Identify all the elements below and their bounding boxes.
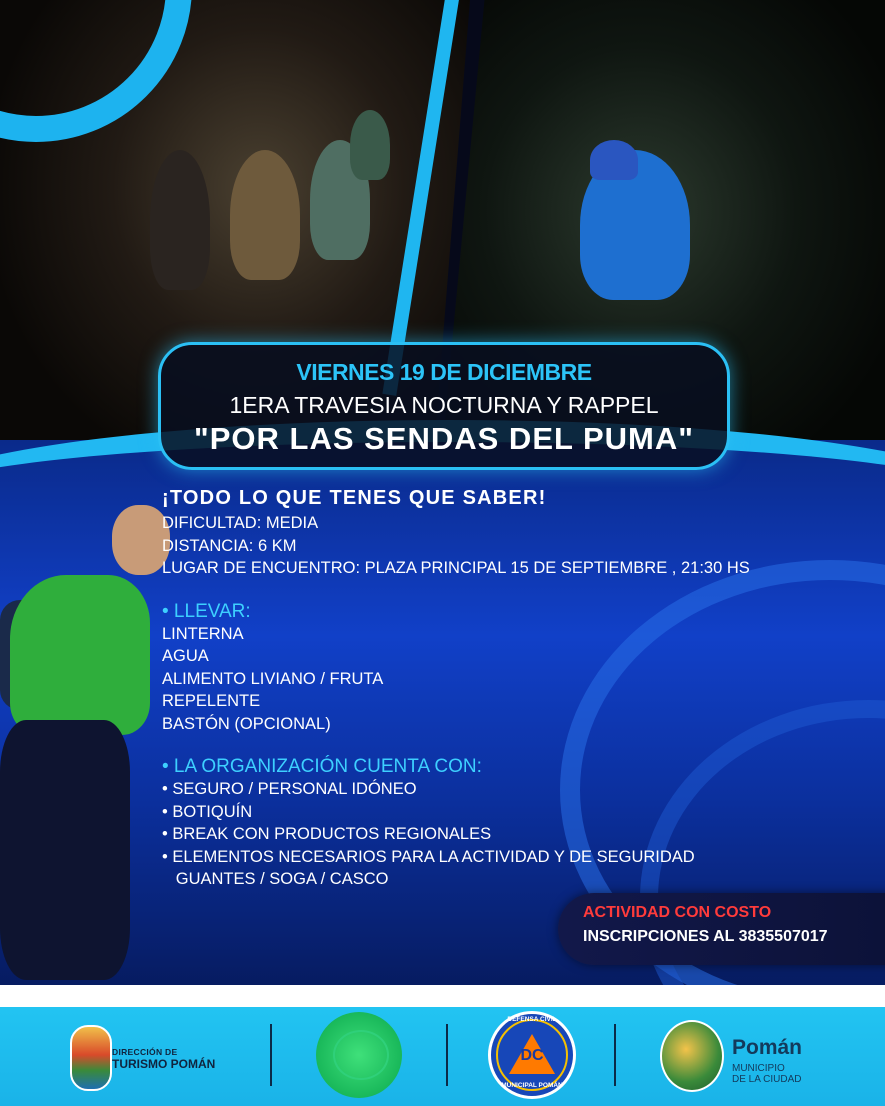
footer-separator [0, 985, 885, 1007]
poman-name: Pomán [732, 1036, 803, 1059]
bring-item: AGUA [162, 647, 209, 665]
mountain-logo-ring [333, 1030, 389, 1080]
org-item: • BREAK CON PRODUCTOS REGIONALES [162, 825, 492, 843]
poman-sub-line1: MUNICIPIO [732, 1063, 785, 1074]
turismo-logo-icon [70, 1025, 112, 1091]
event-date: VIERNES 19 DE DICIEMBRE [296, 359, 592, 385]
cost-notice: ACTIVIDAD CON COSTO [583, 904, 772, 921]
title-panel [158, 342, 730, 470]
org-item: GUANTES / SOGA / CASCO [162, 870, 389, 888]
bring-item: BASTÓN (OPCIONAL) [162, 714, 331, 733]
turismo-line2: TURISMO POMÁN [112, 1057, 216, 1071]
hiker-legs [0, 720, 130, 980]
logo-divider [270, 1024, 272, 1086]
bring-item: ALIMENTO LIVIANO / FRUTA [162, 669, 384, 688]
detail-line: LUGAR DE ENCUENTRO: PLAZA PRINCIPAL 15 DE SEPTIEMBRE , 21:30 HS [162, 559, 750, 577]
dc-label: DC [520, 1047, 544, 1064]
bring-heading: • LLEVAR: [162, 600, 251, 622]
defensa-civil-text: DEFENSA CIVIL [507, 1016, 557, 1023]
hiker-figure [350, 110, 390, 180]
bring-item: REPELENTE [162, 692, 261, 710]
event-subtitle: 1ERA TRAVESIA NOCTURNA Y RAPPEL [229, 392, 659, 418]
detail-line: DIFICULTAD: MEDIA [162, 514, 319, 532]
turismo-line1: DIRECCIÓN DE [112, 1047, 178, 1057]
poman-subtitle [732, 1063, 801, 1085]
detail-line: DISTANCIA: 6 KM [162, 536, 297, 555]
cost-badge [558, 893, 885, 965]
poman-sub-line2: DE LA CIUDAD [732, 1074, 802, 1085]
bring-item: LINTERNA [162, 624, 244, 643]
org-heading: • LA ORGANIZACIÓN CUENTA CON: [162, 756, 482, 777]
info-section [162, 487, 750, 891]
info-heading: ¡TODO LO QUE TENES QUE SABER! [162, 487, 547, 509]
poman-logo-icon [660, 1020, 724, 1092]
logo-divider [446, 1024, 448, 1086]
turismo-logo-text [112, 1047, 215, 1071]
hiker-figure [150, 150, 210, 290]
org-item: • SEGURO / PERSONAL IDÓNEO [162, 780, 417, 798]
hiker-photo [10, 575, 150, 735]
logo-divider [614, 1024, 616, 1086]
event-title: "POR LAS SENDAS DEL PUMA" [194, 421, 694, 456]
org-item: • BOTIQUÍN [162, 802, 253, 821]
defensa-civil-subtext: MUNICIPAL POMÁN [501, 1082, 563, 1089]
org-item: • ELEMENTOS NECESARIOS PARA LA ACTIVIDAD Y DE SEGURIDAD [162, 847, 695, 866]
helmet-icon [590, 140, 638, 180]
hiker-figure [230, 150, 300, 280]
registration-phone: INSCRIPCIONES AL 3835507017 [583, 928, 828, 945]
